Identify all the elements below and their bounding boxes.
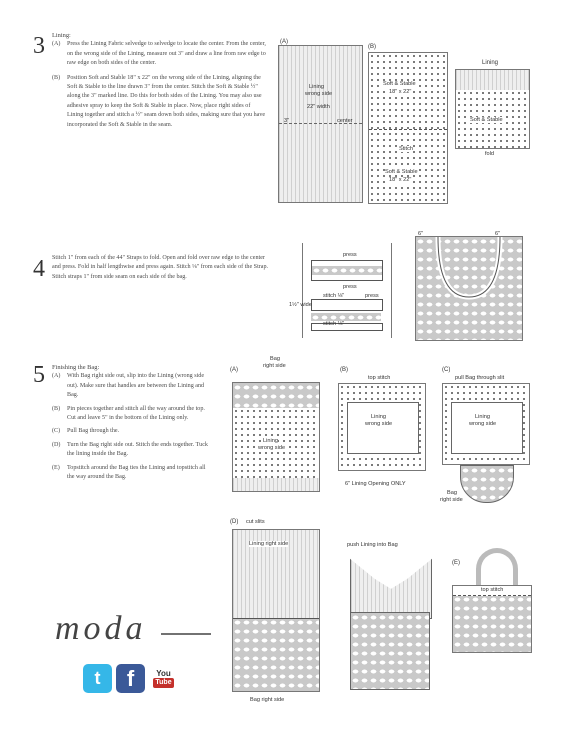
step-3-figure-c-fold: fold <box>485 151 495 157</box>
moda-logo <box>55 613 215 653</box>
step-5-figure-e <box>350 552 430 690</box>
step-4-bag-figure <box>415 236 523 341</box>
step-5-title: Finishing the Bag: <box>52 364 100 371</box>
step-4-measure-left: 6" <box>418 231 424 237</box>
twitter-icon[interactable]: t <box>83 664 112 693</box>
step-5-figure-b: Lining wrong side <box>338 383 426 471</box>
svg-text:moda: moda <box>55 613 147 647</box>
step-4-measure-right: 6" <box>495 231 501 237</box>
step-5-figure-f: top stitch <box>452 585 532 653</box>
step-3-figure-b-label: (B) <box>368 44 376 50</box>
step-3-number: 3 <box>33 33 45 59</box>
step-5-item-d: (D) Turn the Bag right side out. Stitch the ends together. Tuck the lining inside the Bag. <box>52 441 208 458</box>
step-4-text: Stitch 1" from each of the 44" Straps to fold. Open and fold over raw edge to the center and press. Fold in half lengthwise and press again. Stitch ⅛" from each side of the Strap. Stitch straps 1" from side seam on each side of the bag. <box>52 255 269 280</box>
step-3-item-b: (B) Position Soft and Stable 18" x 22" on the wrong side of the Lining, aligning the Soft & Stable to the line drawn 3" from the center. Stitch the Soft & Stable ½" along the 3" marked line. Do this for both sides of the Lining. You may also use adhesive spray to keep the Soft & Stable in place. Now, place right sides of Lining together and stitch a ½" seam down both sides, making sure that you have incorporated the Soft & Stable in the seam. <box>52 74 266 128</box>
step-5-figure-c-label: (C) <box>442 367 451 373</box>
step-5-figure-d-bag: Bag right side <box>250 697 285 703</box>
step-5-figure-f-label: (E) <box>452 560 460 566</box>
step-3-figure-b: Soft & Stable 18" x 22" Stitch Soft & Stable 18" x 22" <box>368 52 448 204</box>
step-3-figure-c-label: Lining <box>482 60 499 66</box>
step-3-figure-a-label: (A) <box>280 39 288 45</box>
step-3-text <box>52 31 266 130</box>
youtube-icon[interactable]: You Tube <box>149 664 178 693</box>
step-5-text <box>52 363 212 482</box>
step-3-figure-c: Soft & Stable <box>455 69 530 149</box>
step-5-figure-a-label: (A) <box>230 367 238 373</box>
step-5-figure-c: Lining wrong side <box>442 383 530 465</box>
step-4-number: 4 <box>33 256 45 282</box>
step-5-item-a: (A) With Bag right side out, slip into the Lining (wrong side out). Make sure that handles are between the Lining and Bag. <box>52 373 205 399</box>
step-3-item-a: (A) Press the Lining Fabric selvedge to selvedge to locate the center. From the center, on the wrong side of the Lining, measure out 3" and draw a line from raw edge to raw edge on both sides of the center. <box>52 41 266 67</box>
step-5-figure-d-label: (D) <box>230 519 239 525</box>
step-5-item-c: (C) Pull Bag through the. <box>52 428 120 435</box>
step-5-figure-e-text: push Lining into Bag <box>347 542 398 548</box>
step-5-item-e: (E) Topstitch around the Bag ties the Lining and topstitch all the way around the Bag. <box>52 464 206 481</box>
step-4-strap-figure: press press stitch ⅛" press 1½" wide stitch ⅛" <box>302 243 392 338</box>
step-3-title: Lining: <box>52 32 71 39</box>
step-5-item-b: (B) Pin pieces together and stitch all the way around the top. Cut and leave 5" in the bottom of the Lining only. <box>52 405 205 422</box>
facebook-icon[interactable]: f <box>116 664 145 693</box>
step-5-figure-c-bag <box>460 465 514 503</box>
step-5-figure-b-label: (B) <box>340 367 348 373</box>
step-5-figure-a: Lining wrong side <box>232 382 320 492</box>
step-3-figure-a: Lining wrong side 22" width center 3" <box>278 45 363 203</box>
step-5-figure-d: Lining right side <box>232 529 320 692</box>
step-5-number: 5 <box>33 362 45 388</box>
step-5-figure-b-note: 6" Lining Opening ONLY <box>345 481 406 487</box>
